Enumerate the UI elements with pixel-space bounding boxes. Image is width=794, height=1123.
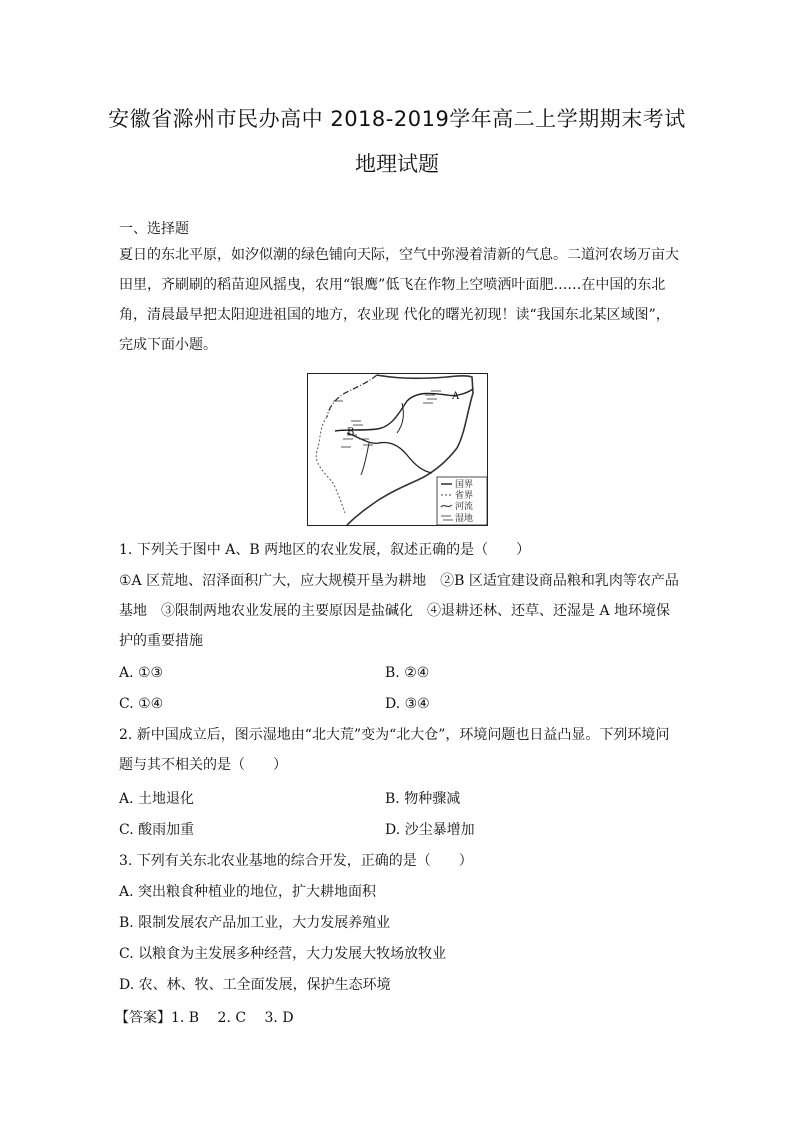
q1-option-b: B. ②④ [385, 665, 430, 681]
q3-option-c: C. 以粮食为主发展多种经营，大力发展大牧场放牧业 [119, 946, 447, 962]
q2-option-c: C. 酸雨加重 [119, 822, 195, 838]
page-subtitle: 地理试题 [355, 152, 439, 176]
region-map-figure [307, 373, 488, 526]
q2-stem: 2. 新中国成立后，图示湿地由“北大荒”变为“北大仓”，环境问题也日益凸显。下列环境问题与其不相关的是（ ） [119, 727, 670, 773]
intro-paragraph: 夏日的东北平原，如汐似潮的绿色铺向天际，空气中弥漫着清新的气息。二道河农场万亩大田里，齐刷刷的稻苗迎风摇曳，农用“银鹰”低飞在作物上空喷洒叶面肥……在中国的东北角，清晨最早把太阳迎进祖国的地方，农业现 代化的曙光初现！读“我国东北某区域图”，完成下面小题。 [119, 247, 679, 353]
legend-river: 河流 [455, 502, 474, 512]
q3-option-d: D. 农、林、牧、工全面发展，保护生态环境 [119, 977, 391, 993]
q1-stem: 1. 下列关于图中 A、B 两地区的农业发展，叙述正确的是（ ） [119, 542, 531, 558]
q2-option-a: A. 土地退化 [119, 791, 195, 807]
q1-option-a: A. ①③ [119, 665, 164, 681]
legend-provincial-border: 省界 [455, 491, 474, 501]
q3-option-a: A. 突出粮食种植业的地位，扩大耕地面积 [119, 884, 377, 900]
q1-option-c: C. ①④ [119, 696, 164, 712]
section-heading: 一、选择题 [119, 221, 189, 237]
page-title: 安徽省滁州市民办高中 2018-2019学年高二上学期期末考试 [108, 107, 686, 131]
q2-option-d: D. 沙尘暴增加 [385, 822, 475, 838]
legend-wetland: 湿地 [455, 514, 474, 524]
q3-stem: 3. 下列有关东北农业基地的综合开发，正确的是（ ） [119, 853, 473, 869]
q3-option-b: B. 限制发展农产品加工业，大力发展养殖业 [119, 915, 391, 931]
legend-national-border: 国界 [455, 480, 474, 490]
answer-line: 【答案】1. B 2. C 3. D [115, 1010, 294, 1026]
q1-option-d: D. ③④ [385, 696, 430, 712]
map-label-b: B [347, 427, 355, 438]
q2-option-b: B. 物种骤减 [385, 791, 461, 807]
q1-statements: ①A 区荒地、沼泽面积广大，应大规模开垦为耕地 ②B 区适宜建设商品粮和乳肉等农产品基地 ③限制两地农业发展的主要原因是盐碱化 ④退耕还林、还草、还湿是 A 地环境保护的重要措施 [119, 573, 679, 649]
map-label-a: A [452, 391, 460, 402]
